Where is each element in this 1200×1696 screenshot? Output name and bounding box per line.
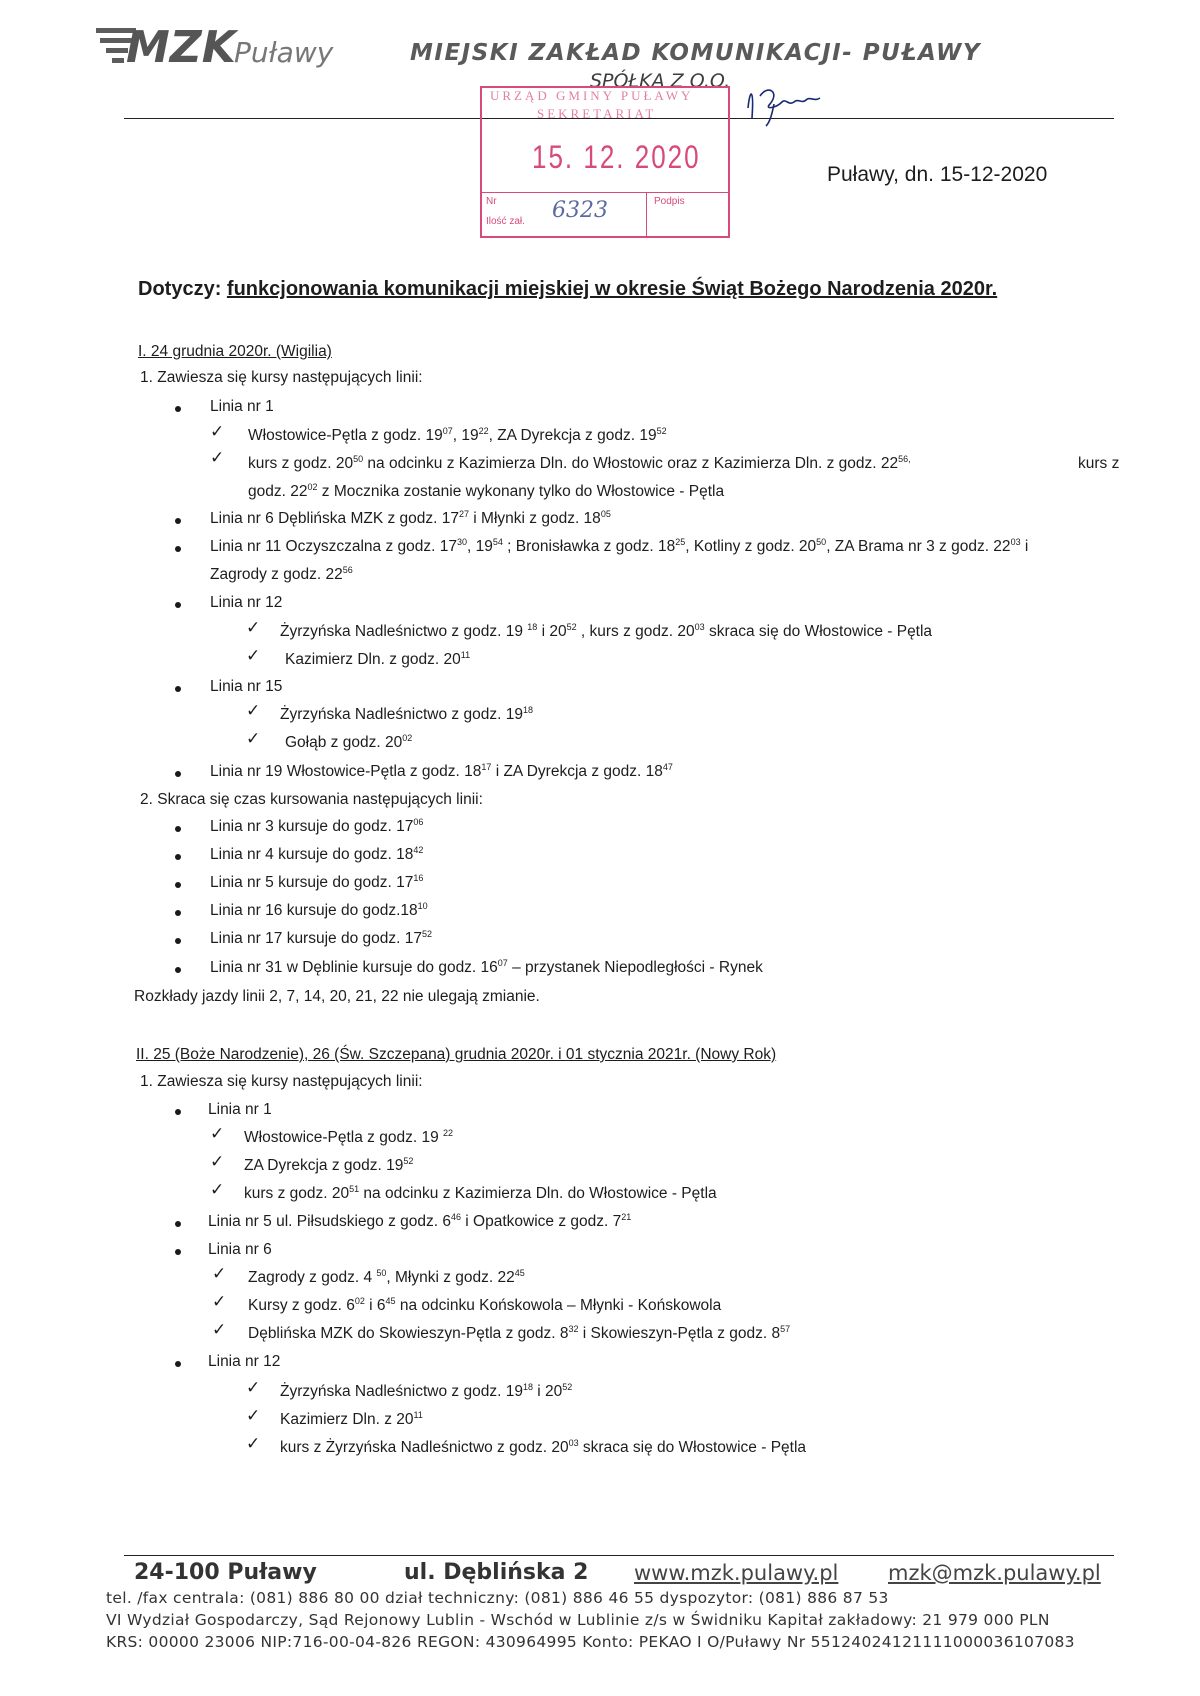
- list-item: Linia nr 6: [208, 1241, 272, 1258]
- list-item: kurs z Żyrzyńska Nadleśnictwo z godz. $20^{03}$ skraca się do Włostowice - Pętla: [280, 1438, 807, 1456]
- bullet-icon: [175, 771, 181, 777]
- checkmark-icon: ✓: [246, 618, 261, 638]
- list-item: Linia nr 11 Oczyszczalna z godz. $17^{30}$, $19^{54}$ ; Bronisławka z godz. $18^{25}$, Kotliny z godz. $20^{50}$, ZA Brama nr 3 z godz. $22^{03}$ i: [210, 537, 1029, 555]
- list-item: Linia nr 6 Dęblińska MZK z godz. $17^{27}$ i Młynki z godz. $18^{05}$: [210, 509, 611, 527]
- checkmark-icon: ✓: [210, 1180, 225, 1200]
- checkmark-icon: ✓: [212, 1320, 227, 1340]
- list-item: godz. $22^{02}$ z Mocznika zostanie wykonany tylko do Włostowice - Pętla: [248, 482, 725, 500]
- org-name: MIEJSKI ZAKŁAD KOMUNIKACJI- PUŁAWY: [410, 40, 982, 66]
- section2-point1: 1. Zawiesza się kursy następujących linii:: [140, 1073, 423, 1090]
- checkmark-icon: ✓: [246, 729, 261, 749]
- subject-label: Dotyczy:: [138, 278, 222, 300]
- bullet-icon: [175, 1249, 181, 1255]
- footer-ids: KRS: 00000 23006 NIP:716-00-04-826 REGON: 430964995 Konto: PEKAO I O/Puławy Nr 55124024121111000036107083: [106, 1633, 1075, 1651]
- list-item: Linia nr 5 kursuje do godz. $17^{16}$: [210, 873, 424, 891]
- checkmark-icon: ✓: [246, 646, 261, 666]
- bullet-icon: [175, 854, 181, 860]
- bullet-icon: [175, 882, 181, 888]
- list-item: Zagrody z godz. 4 $^{50}$, Młynki z godz. $22^{45}$: [248, 1268, 525, 1286]
- registry-stamp: [480, 86, 730, 238]
- list-item: ZA Dyrekcja z godz. $19^{52}$: [244, 1156, 414, 1174]
- checkmark-icon: ✓: [210, 448, 225, 468]
- stamp-date: 15. 12. 2020: [532, 138, 701, 176]
- bullet-icon: [175, 686, 181, 692]
- place-date: Puławy, dn. 15-12-2020: [827, 163, 1048, 186]
- checkmark-icon: ✓: [246, 1406, 261, 1426]
- list-item: Linia nr 19 Włostowice-Pętla z godz. $18^{17}$ i ZA Dyrekcja z godz. $18^{47}$: [210, 762, 673, 780]
- bullet-icon: [175, 518, 181, 524]
- stamp-number: 6323: [552, 198, 608, 223]
- checkmark-icon: ✓: [246, 1378, 261, 1398]
- stamp-divider-vertical: [646, 192, 647, 236]
- bullet-icon: [175, 1361, 181, 1367]
- bullet-icon: [175, 546, 181, 552]
- list-item: Kazimierz Dln. z $20^{11}$: [280, 1410, 423, 1428]
- list-item: Kursy z godz. $6^{02}$ i $6^{45}$ na odcinku Końskowola – Młynki - Końskowola: [248, 1296, 722, 1314]
- bullet-icon: [175, 602, 181, 608]
- list-item: Linia nr 1: [208, 1101, 272, 1118]
- list-item: Włostowice-Pętla z godz. 19 $^{22}$: [244, 1128, 454, 1146]
- section1-heading: I. 24 grudnia 2020r. (Wigilia): [138, 343, 332, 360]
- bullet-icon: [175, 1221, 181, 1227]
- org-form: SPÓŁKA Z O.O.: [590, 70, 731, 92]
- footer-phones: tel. /fax centrala: (081) 886 80 00 dział techniczny: (081) 886 46 55 dyspozytor: (081) 886 87 53: [106, 1589, 889, 1607]
- list-item-continued: kurs z: [1078, 455, 1120, 472]
- list-item: Dęblińska MZK do Skowieszyn-Pętla z godz. $8^{32}$ i Skowieszyn-Pętla z godz. $8^{57}$: [248, 1324, 791, 1342]
- list-item: Włostowice-Pętla z godz. $19^{07}$, $19^{22}$, ZA Dyrekcja z godz. $19^{52}$: [248, 426, 667, 444]
- footer-postal: 24-100 Puławy: [134, 1560, 317, 1585]
- list-item: Linia nr 31 w Dęblinie kursuje do godz. $16^{07}$ – przystanek Niepodległości - Rynek: [210, 958, 763, 976]
- section1-point2: 2. Skraca się czas kursowania następujących linii:: [140, 791, 483, 808]
- svg-text:MZK: MZK: [126, 22, 236, 70]
- list-item: Linia nr 3 kursuje do godz. $17^{06}$: [210, 817, 424, 835]
- handwritten-signature: [740, 78, 860, 128]
- footer-email-link[interactable]: mzk@mzk.pulawy.pl: [888, 1561, 1101, 1585]
- section1-point1: 1. Zawiesza się kursy następujących linii:: [140, 369, 423, 386]
- subject-text: funkcjonowania komunikacji miejskiej w okresie Świąt Bożego Narodzenia 2020r.: [226, 278, 998, 300]
- list-item: Linia nr 1: [210, 398, 274, 415]
- checkmark-icon: ✓: [212, 1292, 227, 1312]
- checkmark-icon: ✓: [212, 1264, 227, 1284]
- stamp-nr-label: Nr: [486, 196, 497, 207]
- list-item: Linia nr 15: [210, 678, 283, 695]
- stamp-line2: SEKRETARIAT: [537, 106, 657, 121]
- checkmark-icon: ✓: [210, 422, 225, 442]
- list-item: Żyrzyńska Nadleśnictwo z godz. $19^{18}$: [280, 705, 533, 723]
- list-item: Linia nr 4 kursuje do godz. $18^{42}$: [210, 845, 424, 863]
- section1-unchanged: Rozkłady jazdy linii 2, 7, 14, 20, 21, 22 nie ulegają zmianie.: [134, 988, 540, 1005]
- checkmark-icon: ✓: [246, 1434, 261, 1454]
- mzk-logo: [96, 18, 366, 70]
- list-item: Linia nr 12: [208, 1353, 281, 1370]
- list-item: Zagrody z godz. $22^{56}$: [210, 565, 353, 583]
- bullet-icon: [175, 967, 181, 973]
- list-item: Gołąb z godz. $20^{02}$: [285, 733, 413, 751]
- bullet-icon: [175, 406, 181, 412]
- section2-heading: II. 25 (Boże Narodzenie), 26 (Św. Szczepana) grudnia 2020r. i 01 stycznia 2021r. (Nowy Rok): [136, 1046, 777, 1063]
- checkmark-icon: ✓: [210, 1124, 225, 1144]
- bullet-icon: [175, 910, 181, 916]
- bullet-icon: [175, 1109, 181, 1115]
- bullet-icon: [175, 826, 181, 832]
- footer-rule: [124, 1555, 1114, 1556]
- checkmark-icon: ✓: [210, 1152, 225, 1172]
- bullet-icon: [175, 938, 181, 944]
- list-item: Linia nr 12: [210, 594, 283, 611]
- stamp-ilosc-label: Ilość zał.: [486, 216, 525, 227]
- list-item: Żyrzyńska Nadleśnictwo z godz. $19^{18}$ i $20^{52}$: [280, 1382, 573, 1400]
- list-item: kurs z godz. $20^{50}$ na odcinku z Kazimierza Dln. do Włostowic oraz z Kazimierza Dln. z godz. $22^{56,}$: [248, 454, 911, 472]
- svg-text:Puławy: Puławy: [234, 36, 334, 69]
- stamp-podpis-label: Podpis: [654, 196, 685, 207]
- stamp-line1: URZĄD GMINY PUŁAWY: [490, 88, 694, 103]
- list-item: Linia nr 17 kursuje do godz. $17^{52}$: [210, 929, 432, 947]
- list-item: Kazimierz Dln. z godz. $20^{11}$: [285, 650, 471, 668]
- footer-street: ul. Dęblińska 2: [404, 1560, 589, 1585]
- list-item: Żyrzyńska Nadleśnictwo z godz. 19 $^{18}$ i $20^{52}$ , kurs z godz. $20^{03}$ skraca się do Włostowice - Pętla: [280, 622, 933, 640]
- stamp-divider: [482, 192, 728, 193]
- footer-court: VI Wydział Gospodarczy, Sąd Rejonowy Lublin - Wschód w Lublinie z/s w Świdniku Kapitał zakładowy: 21 979 000 PLN: [106, 1611, 1050, 1629]
- list-item: Linia nr 5 ul. Piłsudskiego z godz. $6^{46}$ i Opatkowice z godz. $7^{21}$: [208, 1212, 632, 1230]
- checkmark-icon: ✓: [246, 701, 261, 721]
- subject-line: [138, 278, 997, 301]
- list-item: kurs z godz. $20^{51}$ na odcinku z Kazimierza Dln. do Włostowice - Pętla: [244, 1184, 717, 1202]
- footer-web-link[interactable]: www.mzk.pulawy.pl: [634, 1561, 839, 1585]
- list-item: Linia nr 16 kursuje do $godz.18^{10}$: [210, 901, 428, 919]
